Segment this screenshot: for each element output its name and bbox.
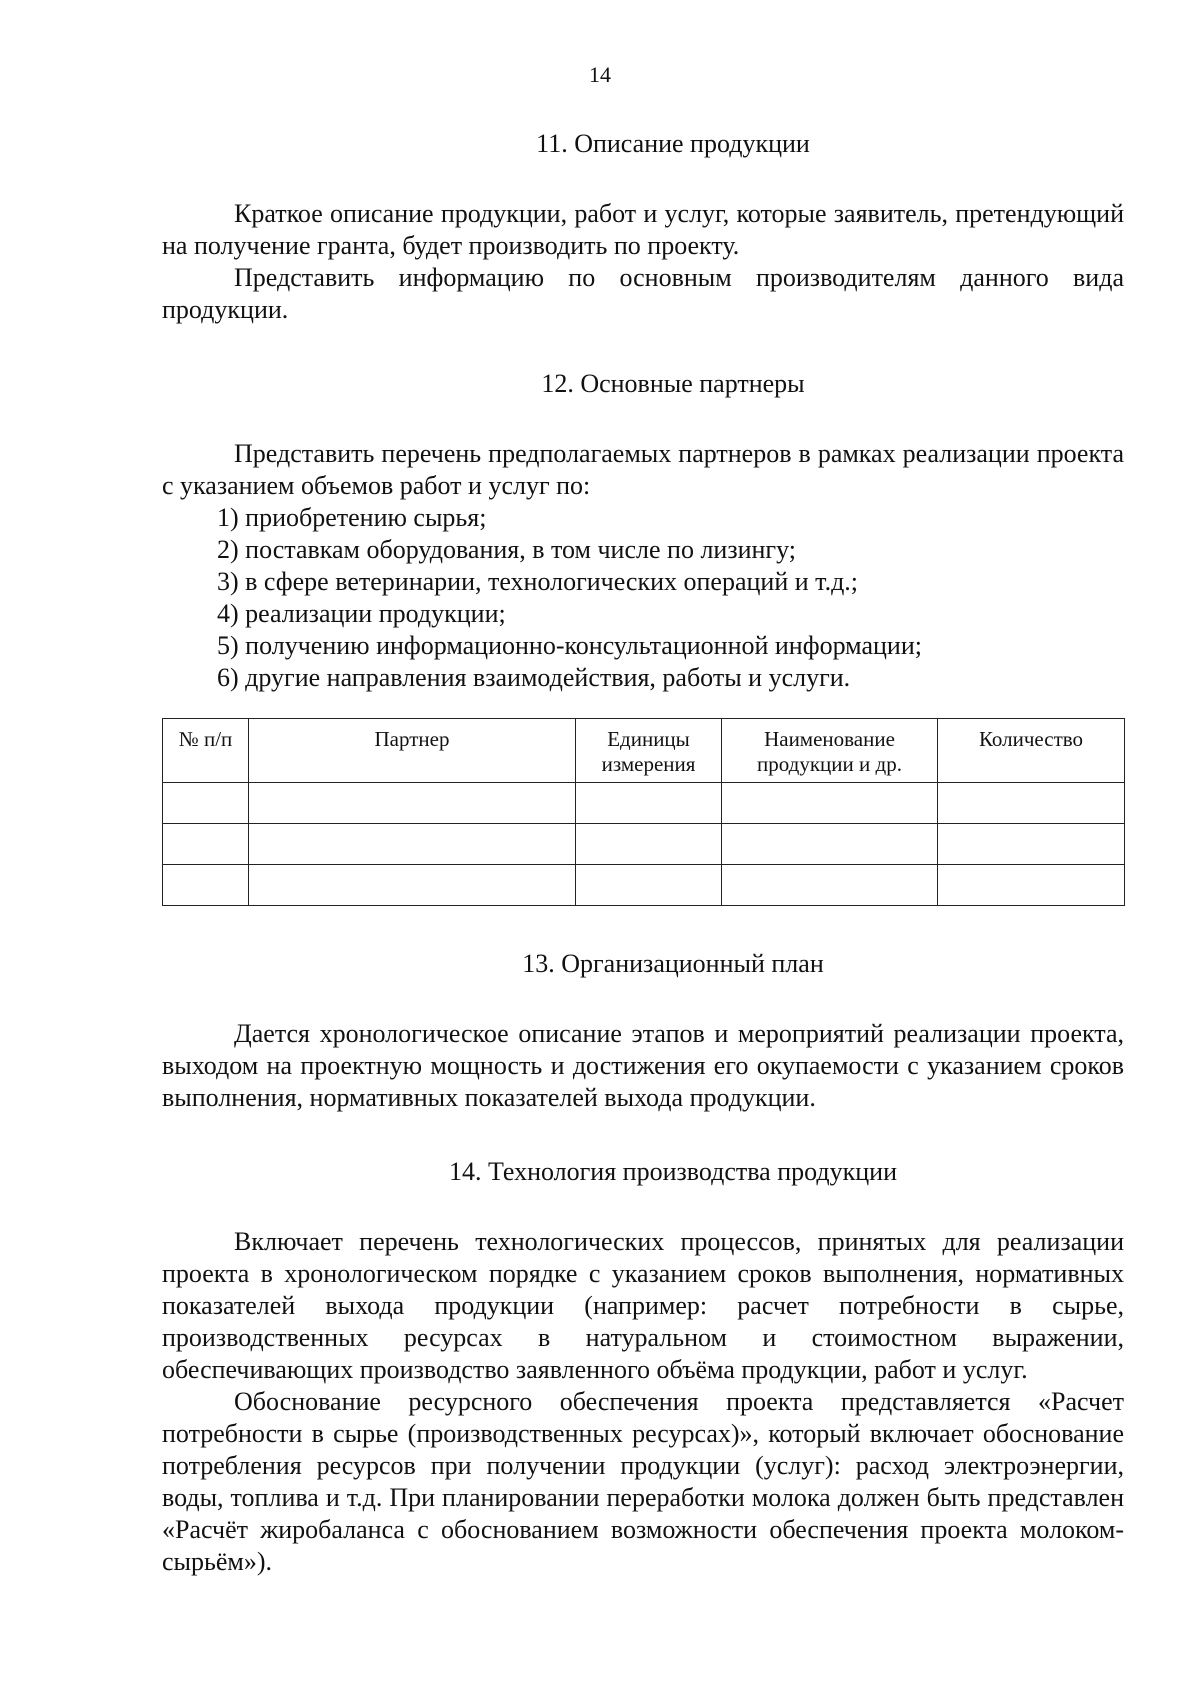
table-header-row	[163, 719, 1125, 783]
list-item: 6) другие направления взаимодействия, работы и услуги.	[217, 663, 851, 692]
table-cell	[722, 824, 938, 865]
section-13-paragraph: Дается хронологическое описание этапов и мероприятий реализации проекта, выходом на проектную мощность и достижения его окупаемости с указанием сроков выполнения, нормативных показателей выхода продукции.	[162, 1019, 1124, 1112]
table-row	[163, 865, 1125, 906]
list-item: 3) в сфере ветеринарии, технологических операций и т.д.;	[217, 567, 859, 596]
table-cell	[163, 824, 249, 865]
header-units: Единицы измерения	[576, 719, 722, 783]
table-cell	[576, 783, 722, 824]
list-item: 4) реализации продукции;	[217, 599, 506, 628]
table-cell	[163, 783, 249, 824]
table-cell	[722, 783, 938, 824]
table-cell	[163, 865, 249, 906]
section-14-paragraph-2: Обоснование ресурсного обеспечения проекта представляется «Расчет потребности в сырье (производственных ресурсах)», который включает обоснование потребления ресурсов при получении продукции (услуг): расход электроэнергии, воды, топлива и т.д. При планировании переработки молока должен быть представлен «Расчёт жиробаланса с обоснованием возможности обеспечения проекта молоком-сырьём»).	[162, 1387, 1124, 1576]
table-row	[163, 783, 1125, 824]
section-14-title: 14. Технология производства продукции	[449, 1157, 897, 1186]
list-item: 1) приобретению сырья;	[217, 503, 487, 532]
page-number: 14	[589, 62, 611, 87]
header-quantity: Количество	[938, 719, 1125, 783]
header-partner: Партнер	[249, 719, 576, 783]
table-cell	[249, 824, 576, 865]
section-13-title: 13. Организационный план	[522, 949, 824, 978]
section-12-intro: Представить перечень предполагаемых партнеров в рамках реализации проекта с указанием объемов работ и услуг по:	[162, 439, 1124, 500]
table-cell	[249, 865, 576, 906]
partners-table	[162, 718, 1125, 906]
table-cell	[938, 824, 1125, 865]
section-12-title: 12. Основные партнеры	[541, 369, 805, 398]
table-row	[163, 824, 1125, 865]
section-11-paragraph-1: Краткое описание продукции, работ и услуг, которые заявитель, претендующий на получение гранта, будет производить по проекту.	[162, 199, 1124, 260]
header-product-name: Наименование продукции и др.	[722, 719, 938, 783]
table-cell	[576, 865, 722, 906]
section-11-title: 11. Описание продукции	[536, 129, 810, 158]
section-11-paragraph-2: Представить информацию по основным производителям данного вида продукции.	[162, 263, 1124, 324]
section-14-paragraph-1: Включает перечень технологических процессов, принятых для реализации проекта в хронологическом порядке с указанием сроков выполнения, нормативных показателей выхода продукции (например: расчет потребности в сырье, производственных ресурсах в натуральном и стоимостном выражении, обеспечивающих производство заявленного объёма продукции, работ и услуг.	[162, 1227, 1124, 1384]
table-cell	[938, 783, 1125, 824]
list-item: 5) получению информационно-консультационной информации;	[217, 631, 922, 660]
table-cell	[576, 824, 722, 865]
list-item: 2) поставкам оборудования, в том числе по лизингу;	[217, 535, 796, 564]
document-body	[162, 128, 1124, 1578]
table-cell	[249, 783, 576, 824]
header-number: № п/п	[163, 719, 249, 783]
table-cell	[722, 865, 938, 906]
table-cell	[938, 865, 1125, 906]
